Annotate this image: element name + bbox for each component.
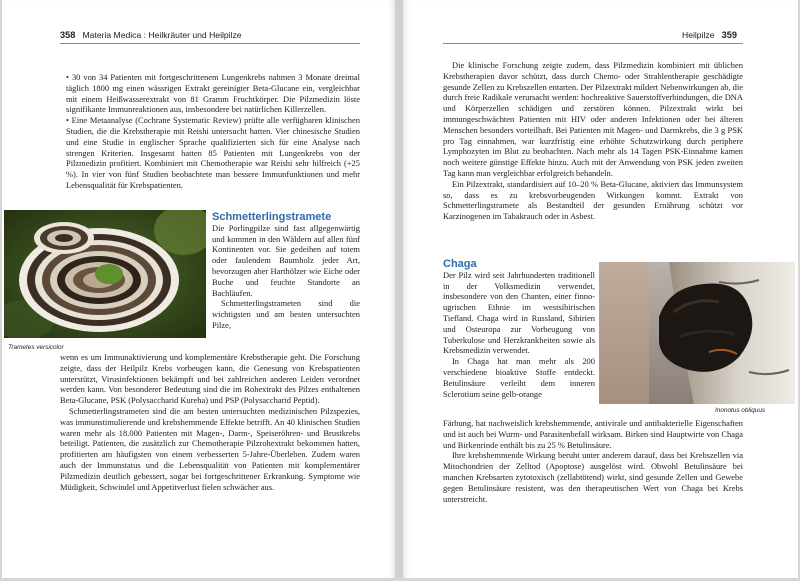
right-bottom-text: [443, 418, 743, 504]
right-head-title: Heilpilze: [682, 30, 715, 40]
right-top-text: [443, 60, 743, 222]
section-title-chaga: Chaga: [443, 258, 477, 270]
right-page-number: 359: [721, 30, 737, 40]
right-page: [403, 0, 798, 578]
study-bullet-1: • 30 von 34 Patienten mit fortgeschrittenem Lungenkrebs nahmen 3 Monate dreimal täglich 1800 mg einen wässrigen Extrakt gereinigter Beta-Glucane ein, vergleichbar mit einem Heißwasserextrakt von 81 Gramm Fruchtkörper. Die Pilzmedizin löste signifikante Immunreaktionen aus, insbesondere bei natürlichen Killerzellen.: [66, 72, 360, 115]
bottom-paragraph-1: wenn es um Immunaktivierung und komplementäre Krebstherapie geht. Die Forschung zeigte, dass der Heilpilz Krebs vorbeugen kann, die Genesung von Krebspatienten unterstützt, Virusinfektionen bekämpft und bei zahlreichen anderen Leiden verordnet werden kann. Von besonderer Bedeutung sind die im Rohextrakt des Pilzes enthaltenen Beta-Glucane, PSK (Polysaccharid Kureha) und PSP (Polysaccharid Peptid).: [60, 352, 360, 406]
chaga-paragraph-1: Der Pilz wird seit Jahrhunderten traditionell in der Volksmedizin verwendet, insbesondere von den Chanten, einer finno-ugrischen Ethnie im westsibirischen Tiefland. Chaga wird in Russland, Sibirien und Osteuropa zur Vorbeugung von Tuberkulose und Herzkrankheiten sowie als Krebsmedizin verwendet.: [443, 269, 595, 356]
book-gutter: [395, 0, 403, 578]
chaga-photo: [599, 262, 795, 404]
right-head-rule: [443, 43, 743, 44]
left-head-rule: [60, 43, 360, 44]
trametes-caption: Trametes versicolor: [8, 344, 64, 351]
left-top-text: [60, 72, 360, 191]
chaga-paragraph-2: In Chaga hat man mehr als 200 verschiedene bioaktive Stoffe entdeckt. Betulinsäure verleiht dem inneren Sclerotium seine gelb-orange: [443, 356, 595, 399]
left-page: [2, 0, 395, 578]
left-running-head: [60, 30, 242, 40]
right-wrap-text: [443, 259, 595, 399]
left-head-title: Materia Medica : Heilkräuter und Heilpilze: [82, 30, 242, 40]
wrap-paragraph-2: Schmetterlingstrameten sind die wichtigsten und am besten untersuchten Pilze,: [212, 298, 360, 330]
chaga-paragraph-4: Ihre krebshemmende Wirkung beruht unter anderem darauf, dass bei Krebszellen via Mitochondrien der Zelltod (Apoptose) ausgelöst wird. Obwohl Betulinsäure bei manchen Krebsarten zytotoxisch (zellabtötend) wirkt, sind gesunde Zellen und Gewebe gegen Betulinsäure resistent, was den therapeutischen Wert von Chaga bei Krebs unterstreicht.: [443, 450, 743, 504]
wrap-paragraph-1: Die Porlingpilze sind fast allgegenwärtig und kommen in den Wäldern auf allen fünf Kontinenten vor. Sie gedeihen auf totem oder faulendem Baumholz jeder Art, bevorzugen aber Harthölzer wie Eiche oder Buche und feuchte Standorte an Bachläufen.: [212, 222, 360, 298]
right-running-head: [682, 30, 737, 40]
left-page-number: 358: [60, 30, 76, 40]
research-paragraph-2: Ein Pilzextrakt, standardisiert auf 10–20 % Beta-Glucane, aktiviert das Immunsystem so, dass es zu krebsvorbeugenden Wirkungen kommt. Extrakt von Schmetterlingstramete als Bestandteil der gesunden Ernährung schützt vor Karzinogenen im Tabakrauch oder in Asbest.: [443, 178, 743, 222]
chaga-paragraph-3: Färbung, hat nachweislich krebshemmende, antivirale und antibakterielle Eigenschaften und ist auch bei Wurm- und Parasitenbefall wirksam. Birken sind Hauptwirte von Chaga und Birkenrinde enthält bis zu 25 % Betulinsäure.: [443, 418, 743, 450]
bottom-paragraph-2: Schmetterlingstrameten sind die am besten untersuchten medizinischen Pilzspezies, was immunstimulierende und krebshemmende Effekte betrifft. An 40 klinischen Studien waren mehr als 18.000 Patienten mit Magen-, Darm-, Speiseröhren- und Brustkrebs beteiligt. Patienten, die zusätzlich zur Chemotherapie Pilzrohextrakt bekommen hatten, profitierten am häufigsten von einem verbesserten 5-Jahre-Überleben. Zudem waren auch der Immunstatus und die Lebensqualität von Patienten mit komplementärer Pilzmedizin deutlich gebessert, sogar bei fortgeschrittener Erkrankung. Symptome wie Müdigkeit, Schwindel und Appetitverlust fielen schwächer aus.: [60, 405, 360, 492]
chaga-caption: Inonotus obliquus: [715, 407, 766, 414]
trametes-photo: [4, 210, 206, 338]
left-wrap-text: [212, 212, 360, 331]
left-bottom-text: [60, 352, 360, 492]
section-title-schmetterlingstramete: Schmetterlingstramete: [212, 211, 332, 223]
study-bullet-2: • Eine Metaanalyse (Cochrane Systematic Review) prüfte alle verfügbaren klinischen Studien, die die Krebstherapie mit Reishi untersucht hatten. Vier chinesische Studien und eine Studie in englischer Sprache qualifizierten sich für eine Analyse nach strengen Kriterien. Insgesamt hatten 85 Patienten mit Lungenkrebs von der Pilzmedizin profitiert. Kombiniert mit Chemotherapie war Reishi sehr hilfreich (+25 %). In vier von fünf Studien beobachtete man bessere Immunfunktionen und mehr Lebensqualität für Krebspatienten.: [66, 115, 360, 190]
research-paragraph-1: Die klinische Forschung zeigte zudem, dass Pilzmedizin kombiniert mit üblichen Krebstherapien davor schützt, dass durch Chemo- oder Strahlentherapie geschädigte gesunde Zellen zu Krebszellen entarten. Der Pilzextrakt mildert Nebenwirkungen ab, die durch freie Radikale verursacht werden: hochreaktive Sauerstoffverbindungen, die DNA und Körperzellen schädigen und zerstören können. Pilzextrakt wirkt bei immungeschwächten Patienten mit HIV oder anderen Infektionen oder bei älteren Menschen besonders vorteilhaft. Bei Patienten mit Magen- und Darmkrebs, die 3 g PSK pro Tag einnahmen, war kurzfristig eine erhöhte Schutzwirkung durch periphere Lymphozyten im Blut zu beobachten. Nach mehr als 14 Tagen PSK-Einnahme kamen noch weitere günstige Effekte hinzu. Auch mit der Anwendung von PSK jeden zweiten Tag kann man vergleichbar erfolgreich behandeln.: [443, 60, 743, 178]
